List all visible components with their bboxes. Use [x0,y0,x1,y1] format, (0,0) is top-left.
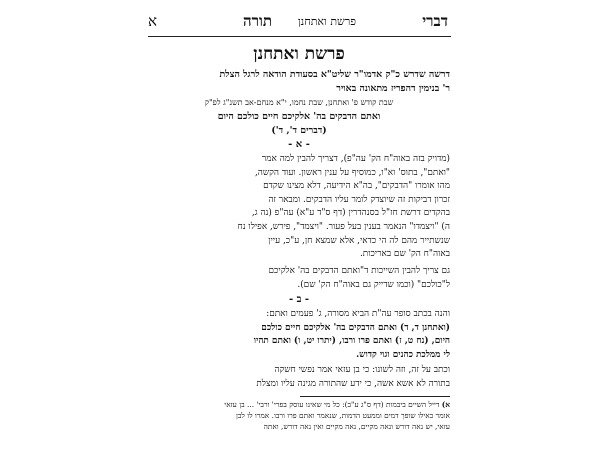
verse-citation: (דברים ד', ד') [271,125,327,136]
header-rule [148,36,451,37]
header-torah: תורה [243,12,272,30]
text-line: לי ממלכת כהנים וגוי קדוש. [356,349,450,360]
verse-text: ואתם הדבקים בה' אלקיכם חיים כולכם היום [217,111,381,122]
text-line: ל"כולכם" (וכמו שדייק גם באוה"ח הק' שם). [297,279,450,290]
section-title: פרשת ואתחנן [253,44,345,64]
paragraph [148,364,450,391]
footnote-line [148,399,450,410]
subtitle-line: דרשה שדרש כ"ק אדמו"ר שליט"א בסעודת הודאה לרגל הצלת [219,69,450,80]
footnote-a [148,399,450,433]
section-marker-a: - א - [288,139,310,150]
header-parsha: פרשת ואתחנן [297,15,356,28]
text-line: בהקדים דרשת חז"ל בסנהדרין (דף ס"ד ע"א) עה"פ (נה ג, [251,208,450,219]
footnotes [148,399,450,433]
date-line: שבת קודש פ' ואתחנן, שבת נחמו, י"א מנחם-אב תשנ"ג לפ"ק [204,98,394,107]
text-line: היום, (נח ט, ז) ואתם פרו ורבו, (יתרו יט, ו) ואתם תהיו [253,336,450,347]
subtitle-line: ר' בנימין דהפריז מתאונה באויר [336,83,450,94]
footnote-text: דייל השיים ביבמות (דף ס"ג ע"ב): כל מי שאינו עוסק בפרי' ורבי' ... בן עזאי [224,400,440,409]
text-line: (מדויק בזה באוה"ח הק' עה"פ), דצריך להבין למה אמר [261,154,450,164]
footnote-line: עזאי, יש נאה דורש ונאה מקיים, נאה מקיים ואין נאה דורש, ואתה [263,422,450,432]
paragraph [148,308,450,362]
text-line: "ואתם", בתוס' וא"ו, כמוסיף על ענין ראשון. ועוד הקשה, [254,167,450,178]
footnote-line: אומר כאילו שופך דמים וממעט הדמות, שנאמר ואתם פרו ורבו. אמרו לו לבן [235,411,450,421]
text-line: מהו אומרו "הדבקים", בה"א הידיעה, דלא מצינו שקדם [263,181,450,192]
text-line: והנה בכתב סופר עה"ת הביא מסורה, ג' פעמים ואתם: [266,309,450,319]
text-line: בתורה לא אשא אשה, כי ידע שהתורה מגינה עליו ומצלת [256,378,450,389]
footnote-label: א) [441,400,450,409]
running-header [148,12,448,34]
text-line: גם צריך להבין השייכות ד"ואתם הדבקים בה' אלקיכם [268,266,450,276]
header-title: דברי [422,12,448,30]
text-line: שנשתייר מהם לה הי כדאי, אלא שמצא חן, ע"כ, עיין [268,235,450,246]
verse-heading [148,110,450,138]
paragraph [148,153,450,262]
text-line: זכרון דביקות זה שיוצדק לומר עליו הדבקים. ומבאר זה [268,194,450,205]
section-marker-b: - ב - [288,294,310,305]
text-line: (ואתחנן ד, ד) ואתם הדבקים בה' אלקיכם חיים כולכם [261,322,450,333]
text-line: וכתב על זה, וזה לשונו: כי בן עזאי אמר נפשי חשקה [274,365,450,375]
footnote-rule [300,396,450,397]
paragraph [148,265,450,292]
subtitle [148,68,450,96]
text-line: ה) "ויצמדו" הנאמר בענין בעל פעור. "ויצמד", פירש, אפילו נח [237,221,450,232]
page-number: א [148,12,158,30]
text-line: באוה"ח הק' שם באריכות. [359,249,450,260]
